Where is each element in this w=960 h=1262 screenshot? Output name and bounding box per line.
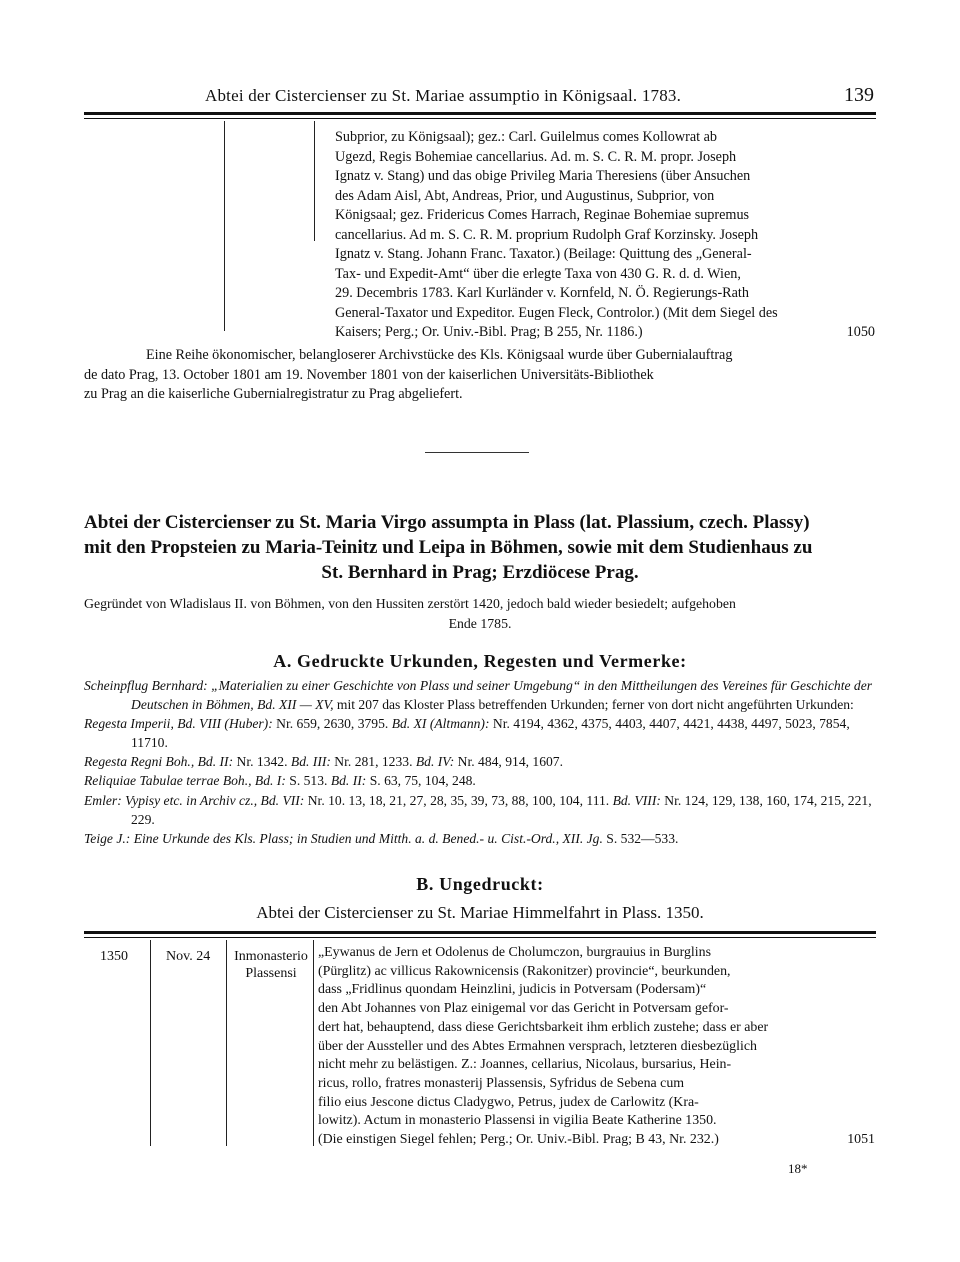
heading-printed-documents: A. Gedruckte Urkunden, Regesten und Vermerke: bbox=[273, 651, 687, 671]
regest-line-text: (Die einstigen Siegel fehlen; Perg.; Or. Univ.-Bibl. Prag; B 43, Nr. 232.) bbox=[318, 1132, 719, 1148]
regest-line: den Abt Johannes von Plaz einigemal vor das Gericht in Potversam gefor- bbox=[318, 1001, 729, 1017]
column-divider bbox=[314, 121, 315, 241]
running-title: Abtei der Cistercienser zu St. Mariae assumptio in Königsaal. 1783. bbox=[205, 86, 682, 105]
regest-line: nicht mehr zu belästigen. Z.: Joannes, cellarius, Nicolaus, bursarius, Hein- bbox=[318, 1057, 732, 1073]
founding-line: Gegründet von Wladislaus II. von Böhmen, von den Hussiten zerstört 1420, jedoch bald wieder besiedelt; aufgehoben bbox=[84, 596, 736, 611]
bibliography-entry bbox=[84, 829, 876, 848]
regest-line: ricus, rollo, fratres monasterij Plassensis, Syfridus de Sebena cum bbox=[318, 1075, 685, 1091]
bib-rest: Nr. 281, 1233. bbox=[330, 754, 416, 770]
column-divider bbox=[224, 121, 225, 331]
header-rule-thick bbox=[84, 112, 876, 115]
bib-rest: Nr. 484, 914, 1607. bbox=[454, 754, 563, 770]
entry-line: Ignatz v. Stang. Johann Franc. Taxator.) (Beilage: Quittung des „General- bbox=[335, 246, 752, 262]
column-divider bbox=[226, 940, 227, 1146]
bib-rest: Nr. 10. 13, 18, 21, 27, 28, 35, 39, 73, 88, 100, 104, 111. bbox=[304, 792, 613, 808]
regest-line: dert hat, behauptend, dass diese Gerichtsbarkeit ihm erblich zustehe; dass er aber bbox=[318, 1019, 769, 1035]
regest-line bbox=[318, 1131, 875, 1150]
bib-rest: S. 63, 75, 104, 248. bbox=[366, 773, 476, 789]
bib-work: „Materialien zu einer Geschichte von Plass und seiner Umgebung“ in den Mittheilungen des Vereines für Geschichte der Deutschen in Böhmen, Bd. XII — XV, bbox=[131, 678, 873, 713]
row-place bbox=[229, 948, 313, 982]
place-line: Inmonasterio bbox=[234, 949, 308, 964]
subheading-abbey: Abtei der Cistercienser zu St. Mariae Himmelfahrt in Plass. 1350. bbox=[256, 903, 704, 922]
bibliography-entry bbox=[84, 676, 876, 714]
bib-author: Bd. XI (Altmann): bbox=[391, 716, 490, 732]
regest-line: (Pürglitz) ac villicus Rakownicensis (Rakonitzer) provincie“, beurkunden, bbox=[318, 963, 731, 979]
bib-author: Bd. VIII: bbox=[612, 792, 661, 808]
bibliography-entry bbox=[84, 714, 876, 752]
table-rule-thick bbox=[84, 931, 876, 934]
regest-line: filio eius Jescone dictus Cladygwo, Petrus, judex de Carlowitz (Kra- bbox=[318, 1094, 699, 1110]
entry-line: 29. Decembris 1783. Karl Kurländer v. Kornfeld, N. Ö. Regierungs-Rath bbox=[335, 285, 749, 301]
bib-rest: Nr. 124, 129, 138, 160, 174, 215, 221, 229. bbox=[131, 792, 872, 827]
founding-line: Ende 1785. bbox=[448, 615, 512, 631]
regest-line: „Eywanus de Jern et Odolenus de Cholumczon, burgrauius in Burglins bbox=[318, 945, 711, 960]
entry-number: 1050 bbox=[846, 324, 875, 340]
entry-line: Königsaal; gez. Fridericus Comes Harrach, Reginae Bohemiae supremus bbox=[335, 207, 750, 223]
regest-line: dass „Fridlinus quondam Heinzlini, judicis in Potversam (Podersam)“ bbox=[318, 982, 707, 998]
founding-note bbox=[84, 594, 876, 633]
entry-line: des Adam Aisl, Abt, Andreas, Prior, und Augustinus, Subprior, von bbox=[335, 187, 715, 204]
continued-entry bbox=[335, 128, 875, 343]
bib-author: Bd. III: bbox=[290, 754, 331, 770]
entry-line-text: Kaisers; Perg.; Or. Univ.-Bibl. Prag; B 255, Nr. 1186.) bbox=[335, 324, 643, 340]
bib-author: Teige J.: Eine Urkunde des Kls. Plass; in Studien und Mitth. a. d. Bened.- u. Cist.-Ord., XII. Jg. bbox=[84, 830, 603, 846]
section-title bbox=[84, 510, 876, 585]
bib-rest: S. 532—533. bbox=[602, 830, 679, 846]
bib-author: Regesta Regni Boh., Bd. II: bbox=[84, 754, 234, 770]
heading-unprinted: B. Ungedruckt: bbox=[416, 874, 544, 894]
column-divider bbox=[150, 940, 151, 1146]
note-line: Eine Reihe ökonomischer, belangloserer Archivstücke des Kls. Königsaal wurde über Gubernialauftrag bbox=[146, 347, 733, 363]
table-rule-thin bbox=[84, 937, 876, 938]
section-divider bbox=[425, 452, 529, 453]
bib-author: Bd. IV: bbox=[415, 754, 455, 770]
entry-line: Ignatz v. Stang) und das obige Privileg Maria Theresiens (über Ansuchen bbox=[335, 168, 751, 184]
entry-line: Tax- und Expedit-Amt“ über die erlegte Taxa von 430 G. R. d. d. Wien, bbox=[335, 265, 741, 282]
bibliography-entry bbox=[84, 752, 876, 771]
bib-author: Emler: Vypisy etc. in Archiv cz., Bd. VII: bbox=[84, 792, 305, 808]
column-divider bbox=[313, 940, 314, 1146]
note-line: zu Prag an die kaiserliche Gubernialregistratur zu Prag abgeliefert. bbox=[84, 386, 463, 402]
entry-line: Ugezd, Regis Bohemiae cancellarius. Ad. m. S. C. R. M. propr. Joseph bbox=[335, 148, 737, 165]
sheet-signature: 18* bbox=[788, 1161, 808, 1176]
bib-author: Reliquiae Tabulae terrae Boh., Bd. I: bbox=[84, 773, 286, 789]
entry-line: Subprior, zu Königsaal); gez.: Carl. Guilelmus comes Kollowrat ab bbox=[335, 129, 718, 145]
bib-rest: Nr. 4194, 4362, 4375, 4403, 4407, 4421, 4438, 4497, 5023, 7854, 11710. bbox=[131, 716, 850, 751]
bibliography-list bbox=[84, 676, 876, 848]
page-number: 139 bbox=[844, 84, 874, 106]
row-year: 1350 bbox=[100, 949, 128, 964]
section-title-line: mit den Propsteien zu Maria-Teinitz und Leipa in Böhmen, sowie mit dem Studienhaus zu bbox=[84, 537, 813, 558]
regest-line: über der Aussteller und des Abtes Ermahnen versprach, letzteren diesbezüglich bbox=[318, 1038, 757, 1054]
header-rule-thin bbox=[84, 118, 876, 119]
entry-line bbox=[335, 323, 875, 343]
bib-author: Scheinpflug Bernhard: bbox=[84, 678, 208, 693]
bib-rest: mit 207 das Kloster Plass betreffenden Urkunden; ferner von dort nicht angeführten Urkunden: bbox=[333, 697, 854, 713]
place-line: Plassensi bbox=[245, 966, 297, 981]
bib-rest: Nr. 1342. bbox=[233, 754, 291, 770]
bib-author: Regesta Imperii, Bd. VIII (Huber): bbox=[84, 716, 273, 732]
bib-author: Bd. II: bbox=[330, 773, 367, 789]
entry-number: 1051 bbox=[847, 1132, 875, 1148]
regest-text bbox=[318, 944, 875, 1150]
archival-note bbox=[84, 346, 876, 405]
bibliography-entry bbox=[84, 771, 876, 790]
bibliography-entry bbox=[84, 791, 876, 829]
section-title-line: St. Bernhard in Prag; Erzdiöcese Prag. bbox=[321, 562, 639, 583]
bib-rest: Nr. 659, 2630, 3795. bbox=[272, 716, 392, 732]
entry-line: General-Taxator und Expeditor. Eugen Fleck, Controlor.) (Mit dem Siegel des bbox=[335, 304, 778, 321]
note-line: de dato Prag, 13. October 1801 am 19. November 1801 von der kaiserlichen Universitäts-Bibliothek bbox=[84, 366, 654, 383]
bib-rest: S. 513. bbox=[285, 773, 331, 789]
regest-line: lowitz). Actum in monasterio Plassensi in vigilia Beate Katherine 1350. bbox=[318, 1113, 717, 1129]
row-date: Nov. 24 bbox=[166, 949, 211, 964]
section-title-line: Abtei der Cistercienser zu St. Maria Virgo assumpta in Plass (lat. Plassium, czech. Plassy) bbox=[84, 512, 810, 533]
entry-line: cancellarius. Ad m. S. C. R. M. proprium Rudolph Graf Korzinsky. Joseph bbox=[335, 226, 759, 243]
